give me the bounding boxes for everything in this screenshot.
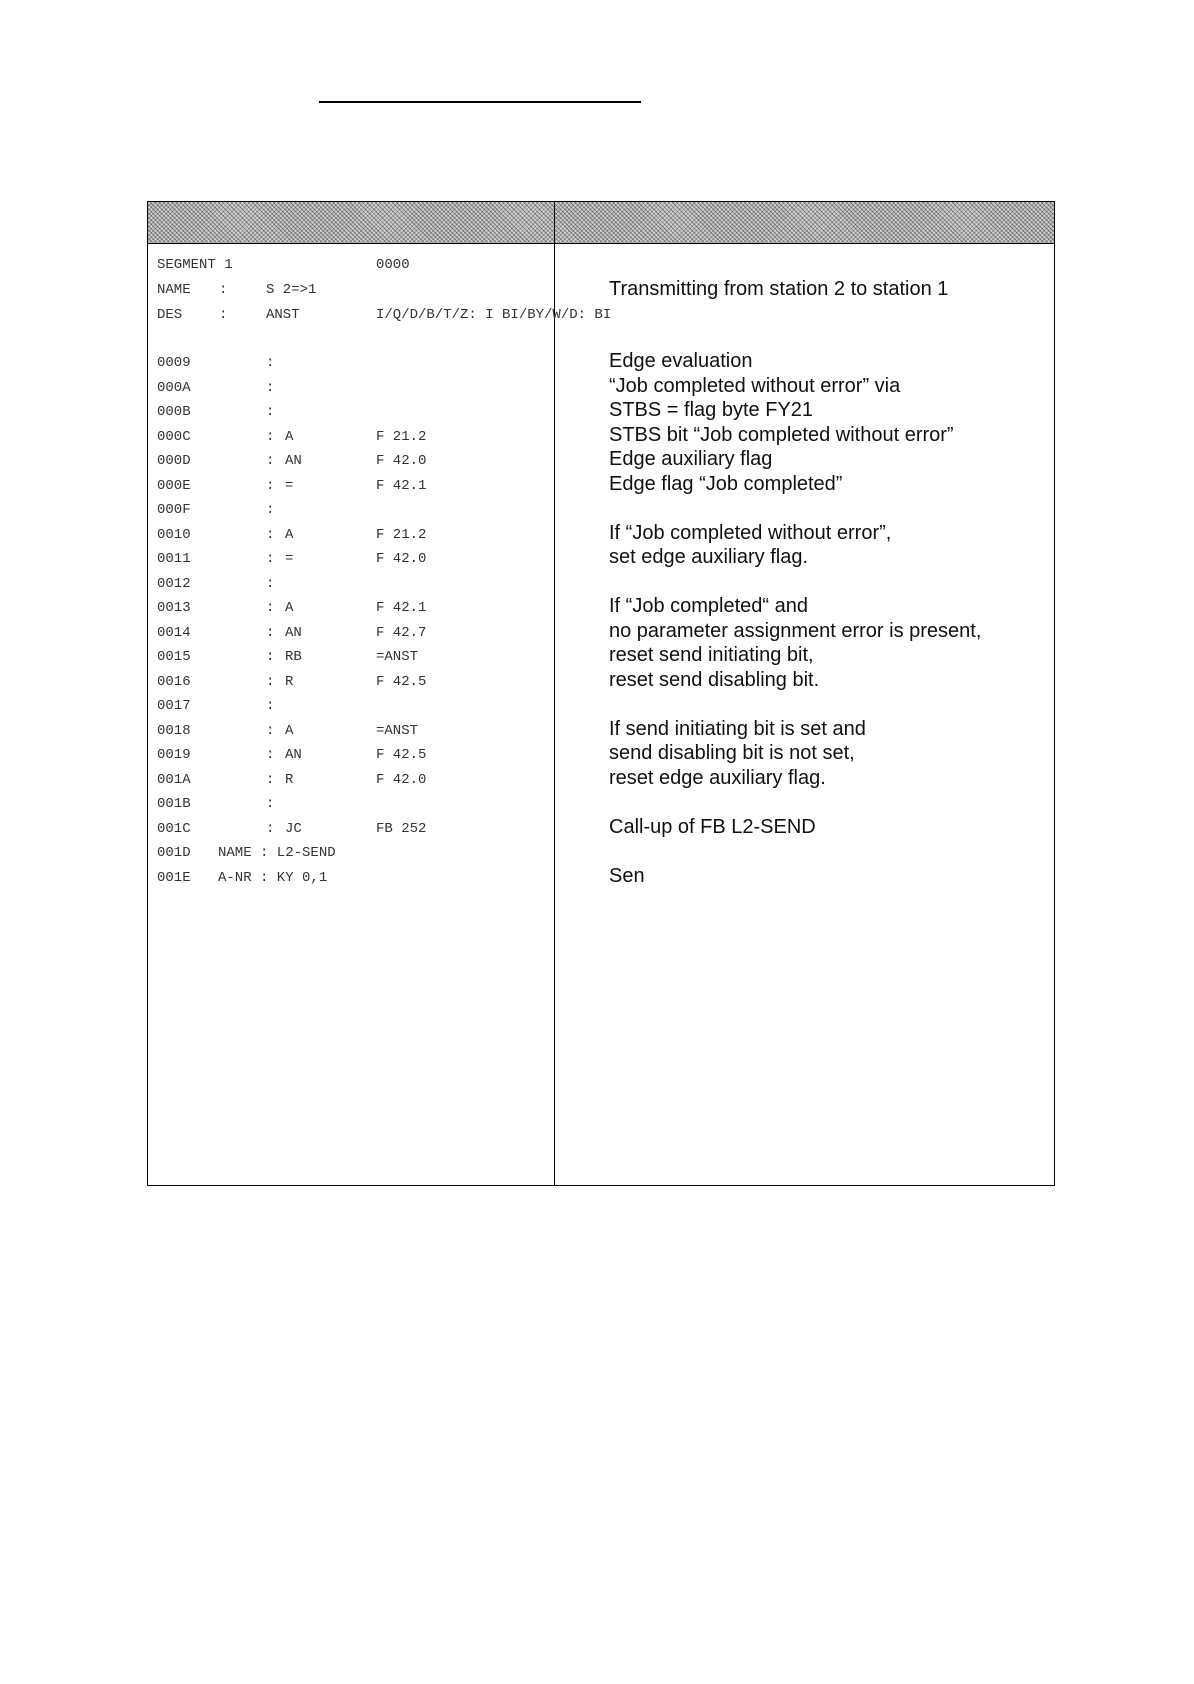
- segment-address: 0000: [376, 257, 410, 273]
- line-operand: F 21.2: [376, 428, 427, 445]
- comment-line: Edge evaluation: [609, 350, 753, 372]
- line-address: 0013: [157, 600, 191, 616]
- line-address: 000F: [157, 502, 191, 518]
- line-separator: :: [266, 355, 275, 371]
- comment-line: set edge auxiliary flag.: [609, 546, 809, 568]
- des-key: DES: [157, 307, 183, 323]
- line-address: 000C: [157, 428, 191, 445]
- line-operation: A: [285, 526, 294, 543]
- line-operand: F 42.0: [376, 551, 427, 567]
- comment-line: reset edge auxiliary flag.: [609, 766, 826, 789]
- program-listing-frame: [147, 201, 1055, 1186]
- line-operation: A: [285, 600, 294, 616]
- line-operand: =ANST: [376, 649, 419, 665]
- comment-line: “Job completed without error” via: [609, 374, 901, 397]
- line-address: 001B: [157, 796, 191, 812]
- line-separator: :: [266, 502, 275, 518]
- comment-line: Sen: [609, 864, 645, 887]
- line-operation: AN: [285, 453, 302, 469]
- comment-line: If “Job completed without error”,: [609, 521, 892, 544]
- comment-line: STBS bit “Job completed without error”: [609, 423, 954, 446]
- line-operation: R: [285, 771, 294, 788]
- line-operation: RB: [285, 649, 302, 665]
- top-rule: [319, 101, 641, 103]
- line-separator: :: [266, 747, 275, 763]
- des-separator: :: [219, 307, 228, 323]
- line-operation: =: [285, 551, 294, 567]
- line-separator: :: [266, 820, 275, 837]
- line-operand: F 42.1: [376, 600, 427, 616]
- line-separator: :: [266, 771, 275, 788]
- comment-line: reset send initiating bit,: [609, 644, 814, 666]
- line-operand: F 42.5: [376, 673, 427, 690]
- line-separator: :: [266, 428, 275, 445]
- line-address: 000A: [157, 379, 191, 396]
- param-text: NAME : L2-SEND: [218, 845, 336, 861]
- line-separator: :: [266, 477, 275, 494]
- line-address: 0010: [157, 526, 191, 543]
- line-separator: :: [266, 722, 275, 739]
- name-separator: :: [219, 282, 228, 298]
- comment-line: If send initiating bit is set and: [609, 717, 866, 740]
- line-separator: :: [266, 526, 275, 543]
- line-address: 0019: [157, 747, 191, 763]
- line-operand: FB 252: [376, 820, 427, 837]
- line-operation: A: [285, 722, 294, 739]
- line-address: 0016: [157, 673, 191, 690]
- line-address: 000D: [157, 453, 191, 469]
- line-operand: F 42.0: [376, 771, 427, 788]
- name-key: NAME: [157, 282, 191, 298]
- line-address: 000E: [157, 477, 191, 494]
- line-address: 001C: [157, 820, 191, 837]
- column-divider: [554, 202, 555, 1185]
- line-separator: :: [266, 624, 275, 641]
- line-address: 001A: [157, 771, 191, 788]
- comment-line: STBS = flag byte FY21: [609, 399, 813, 421]
- line-operation: A: [285, 428, 294, 445]
- comment-line: reset send disabling bit.: [609, 668, 820, 691]
- line-separator: :: [266, 649, 275, 665]
- line-separator: :: [266, 379, 275, 396]
- line-operation: R: [285, 673, 294, 690]
- line-operand: F 42.7: [376, 624, 427, 641]
- name-value: S 2=>1: [266, 282, 317, 298]
- line-address: 001D: [157, 845, 191, 861]
- line-address: 0012: [157, 575, 191, 592]
- line-separator: :: [266, 404, 275, 420]
- line-operand: F 21.2: [376, 526, 427, 543]
- line-operation: JC: [285, 820, 302, 837]
- line-address: 001E: [157, 869, 191, 886]
- des-types: I/Q/D/B/T/Z: I BI/BY/W/D: BI: [376, 307, 612, 323]
- comment-line: send disabling bit is not set,: [609, 742, 855, 764]
- param-text: A-NR : KY 0,1: [218, 869, 328, 886]
- line-operand: F 42.1: [376, 477, 427, 494]
- line-operation: AN: [285, 624, 302, 641]
- line-separator: :: [266, 453, 275, 469]
- comment-line: Edge flag “Job completed”: [609, 472, 843, 495]
- line-operation: =: [285, 477, 294, 494]
- des-value: ANST: [266, 307, 300, 323]
- comment-line: no parameter assignment error is present,: [609, 619, 982, 642]
- line-separator: :: [266, 796, 275, 812]
- line-separator: :: [266, 673, 275, 690]
- line-address: 0009: [157, 355, 191, 371]
- line-separator: :: [266, 698, 275, 714]
- comment-line: Edge auxiliary flag: [609, 448, 773, 470]
- comment-line: Call-up of FB L2-SEND: [609, 815, 816, 838]
- comment-title: Transmitting from station 2 to station 1: [609, 278, 949, 300]
- segment-label: SEGMENT 1: [157, 257, 233, 273]
- line-address: 0011: [157, 551, 191, 567]
- line-separator: :: [266, 600, 275, 616]
- line-address: 0017: [157, 698, 191, 714]
- line-address: 0015: [157, 649, 191, 665]
- line-address: 0018: [157, 722, 191, 739]
- line-operation: AN: [285, 747, 302, 763]
- line-address: 000B: [157, 404, 191, 420]
- line-separator: :: [266, 575, 275, 592]
- line-operand: F 42.0: [376, 453, 427, 469]
- comment-line: If “Job completed“ and: [609, 595, 808, 617]
- line-operand: =ANST: [376, 722, 419, 739]
- line-address: 0014: [157, 624, 191, 641]
- line-separator: :: [266, 551, 275, 567]
- line-operand: F 42.5: [376, 747, 427, 763]
- header-band: [148, 202, 1054, 244]
